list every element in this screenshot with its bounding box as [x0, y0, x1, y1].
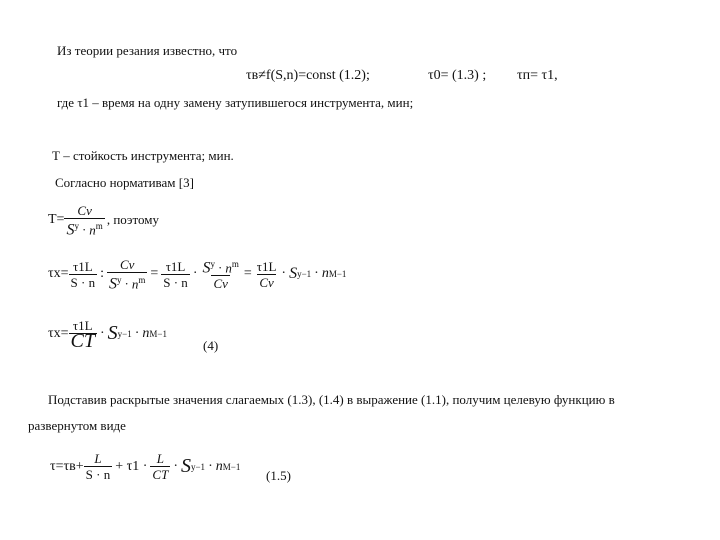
numerator-cv: Cv [77, 203, 92, 218]
intro-text: Из теории резания известно, что [57, 43, 238, 58]
tau-x-label: τх= [48, 266, 69, 282]
tau-x-derivation: τх= $\frac{\tau 1L}{S \cdot n}$ : $\frac{Cv}{S^y \cdot n^m}$ = $\frac{\tau 1L}{S \cdot n}$ · $\frac{S^y \cdot n^m}{Cv}$ = $\frac{\tau 1L}{Cv}$ · S y−1 · n M−1 [48, 257, 347, 293]
tau-x-result: τх= $\frac{\tau 1L}{CT}$ · S y−1 · n M−1 [48, 318, 167, 352]
final-plus: + τ1 · [115, 458, 148, 474]
fraction-tau1l-over-cv: $\frac{\tau 1L}{Cv}$ [256, 258, 277, 290]
fraction-s-n-over-cv: $\frac{S^y \cdot n^m}{Cv}$ [202, 259, 239, 292]
fraction-l-over-ct: $\frac{L}{CT}$ [152, 451, 169, 482]
equation-number-1-5: (1.5) [266, 468, 291, 483]
equation-tau-p: τп= τ1, [517, 68, 558, 83]
fraction-tau1l-over-ct: $\frac{\tau 1L}{CT}$ [70, 318, 95, 352]
paragraph-line-2: развернутом виде [28, 418, 126, 433]
equation-number-4: (4) [203, 338, 219, 353]
tau-x2-label: τх= [48, 325, 69, 341]
target-function-formula: τ=τв+ $\frac{L}{S \cdot n}$ + τ1 · $\frac{L}{CT}$ · S y−1 · n M−1 [50, 451, 241, 482]
where-text: где τ1 – время на одну замену затупившегося инструмента, мин; [57, 95, 414, 110]
paragraph-line-1: Подставив раскрытые значения слагаемых (1.3), (1.4) в выражение (1.1), получим целевую функцию в [48, 392, 615, 407]
fraction-cv-over-s-n-b: $\frac{Cv}{S^y \cdot n^m}$ [108, 257, 146, 293]
norms-text: Согласно нормативам [3] [55, 175, 194, 190]
t-suffix: , поэтому [106, 212, 159, 228]
tool-life-definition: Т – стойкость инструмента; мин. [52, 148, 234, 163]
t-label: Т= [48, 212, 65, 228]
fraction-tau1l-over-sn-c: $\frac{\tau 1L}{S \cdot n}$ [163, 258, 188, 290]
fraction-cv-over-s-n [64, 203, 104, 237]
fraction-tau1l-over-sn-a: $\frac{\tau 1L}{S \cdot n}$ [70, 258, 96, 290]
equation-tau-v: τв≠f(S,n)=const (1.2); [246, 68, 370, 83]
final-label: τ=τв+ [50, 458, 84, 474]
fraction-l-over-sn: $\frac{L}{S \cdot n}$ [85, 451, 111, 482]
equation-tau-0: τ0= (1.3) ; [428, 68, 487, 83]
tool-life-formula [48, 203, 159, 237]
denominator-s-n: $S^y \cdot n^m$ [64, 218, 104, 237]
